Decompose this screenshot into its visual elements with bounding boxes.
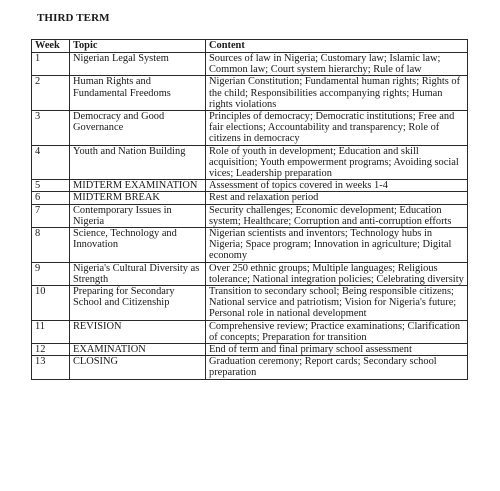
topic-cell: Nigeria's Cultural Diversity as Strength xyxy=(70,262,206,285)
week-cell: 13 xyxy=(32,356,70,379)
content-cell: Transition to secondary school; Being responsible citizens; National service and patriotism; Vision for Nigeria's future; Personal role in national development xyxy=(206,286,468,321)
content-cell: Sources of law in Nigeria; Customary law; Islamic law; Common law; Court system hierarchy; Rule of law xyxy=(206,53,468,76)
content-cell: Security challenges; Economic development; Education system; Healthcare; Corruption and anti-corruption efforts xyxy=(206,204,468,227)
topic-cell: Contemporary Issues in Nigeria xyxy=(70,204,206,227)
week-cell: 6 xyxy=(32,192,70,204)
header-week: Week xyxy=(32,40,70,53)
week-cell: 3 xyxy=(32,111,70,146)
topic-cell: Nigerian Legal System xyxy=(70,53,206,76)
table-row xyxy=(32,111,468,146)
week-cell: 1 xyxy=(32,53,70,76)
topic-cell: MIDTERM EXAMINATION xyxy=(70,180,206,192)
table-row xyxy=(32,192,468,204)
table-row xyxy=(32,145,468,180)
week-cell: 10 xyxy=(32,286,70,321)
week-cell: 4 xyxy=(32,145,70,180)
table-row xyxy=(32,204,468,227)
week-cell: 9 xyxy=(32,262,70,285)
table-row xyxy=(32,76,468,111)
content-cell: Nigerian scientists and inventors; Technology hubs in Nigeria; Space program; Innovation in agriculture; Digital economy xyxy=(206,228,468,263)
week-cell: 7 xyxy=(32,204,70,227)
content-cell: Comprehensive review; Practice examinations; Clarification of concepts; Preparation for transition xyxy=(206,320,468,343)
topic-cell: Human Rights and Fundamental Freedoms xyxy=(70,76,206,111)
header-content: Content xyxy=(206,40,468,53)
week-cell: 2 xyxy=(32,76,70,111)
term-heading: THIRD TERM xyxy=(37,12,110,24)
table-row xyxy=(32,344,468,356)
content-cell: Role of youth in development; Education and skill acquisition; Youth empowerment programs; Avoiding social vices; Leadership preparation xyxy=(206,145,468,180)
topic-cell: MIDTERM BREAK xyxy=(70,192,206,204)
topic-cell: Democracy and Good Governance xyxy=(70,111,206,146)
table-row xyxy=(32,228,468,263)
content-cell: Nigerian Constitution; Fundamental human rights; Rights of the child; Responsibilities accompanying rights; Human rights violations xyxy=(206,76,468,111)
content-cell: Over 250 ethnic groups; Multiple languages; Religious tolerance; National integration policies; Celebrating diversity xyxy=(206,262,468,285)
table-row xyxy=(32,180,468,192)
content-cell: Principles of democracy; Democratic institutions; Free and fair elections; Accountability and transparency; Role of citizens in democracy xyxy=(206,111,468,146)
week-cell: 5 xyxy=(32,180,70,192)
topic-cell: Youth and Nation Building xyxy=(70,145,206,180)
header-topic: Topic xyxy=(70,40,206,53)
topic-cell: EXAMINATION xyxy=(70,344,206,356)
content-cell: End of term and final primary school assessment xyxy=(206,344,468,356)
scheme-of-work-table xyxy=(31,39,468,380)
week-cell: 12 xyxy=(32,344,70,356)
content-cell: Rest and relaxation period xyxy=(206,192,468,204)
topic-cell: Science, Technology and Innovation xyxy=(70,228,206,263)
topic-cell: REVISION xyxy=(70,320,206,343)
content-cell: Assessment of topics covered in weeks 1-4 xyxy=(206,180,468,192)
week-cell: 8 xyxy=(32,228,70,263)
table-row xyxy=(32,262,468,285)
week-cell: 11 xyxy=(32,320,70,343)
content-cell: Graduation ceremony; Report cards; Secondary school preparation xyxy=(206,356,468,379)
table-row xyxy=(32,320,468,343)
table-row xyxy=(32,356,468,379)
topic-cell: Preparing for Secondary School and Citizenship xyxy=(70,286,206,321)
table-row xyxy=(32,286,468,321)
topic-cell: CLOSING xyxy=(70,356,206,379)
table-header-row xyxy=(32,40,468,53)
table-row xyxy=(32,53,468,76)
